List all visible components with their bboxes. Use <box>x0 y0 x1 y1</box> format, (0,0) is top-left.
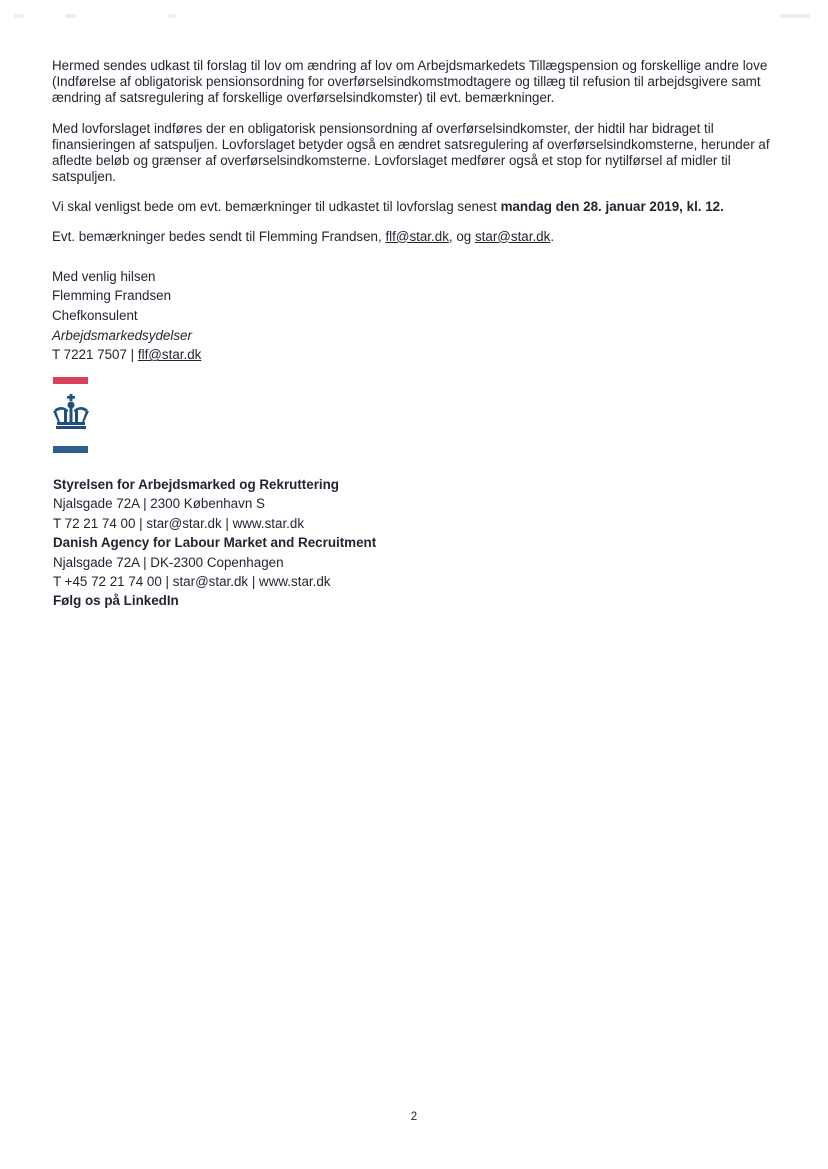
summary-paragraph: Med lovforslaget indføres der en obligatorisk pensionsordning af overførselsindkomster, der hidtil har bidraget til finansieringen af satspuljen. Lovforslaget betyder også en ændret satsregulering af overførselsindkomsterne, herunder af afledte beløb og grænser af overførselsindkomsterne. Lovforslaget medfører også et stop for nytilførsel af midler til satspuljen. <box>52 120 770 185</box>
agency-address-danish: Njalsgade 72A | 2300 København S <box>53 496 265 512</box>
red-stripe <box>53 377 88 384</box>
signature-email-link[interactable]: flf@star.dk <box>137 347 202 363</box>
agency-name-english: Danish Agency for Labour Market and Recruitment <box>53 535 377 551</box>
blue-stripe <box>53 446 88 453</box>
contact-text: Evt. bemærkninger bedes sendt til Flemming Frandsen, <box>52 228 386 244</box>
agency-contact-english: T +45 72 21 74 00 | star@star.dk | www.star.dk <box>53 574 331 590</box>
signature-block <box>52 267 780 365</box>
agency-footer <box>53 475 553 611</box>
scan-artifact <box>66 14 76 18</box>
signature-greeting: Med venlig hilsen <box>52 268 156 284</box>
signature-phone <box>52 345 780 365</box>
intro-paragraph: Hermed sendes udkast til forslag til lov om ændring af lov om Arbejdsmarkedets Tillægspension og forskellige andre love (Indførelse af obligatorisk pensionsordning for overførselsindkomstmodtagere og tillæg til refusion til arbejdsgivere samt ændring af satsregulering af forskellige overførselsindkomster) til evt. bemærkninger. <box>52 58 768 106</box>
agency-name-danish: Styrelsen for Arbejdsmarked og Rekruttering <box>53 477 339 492</box>
email-link-star[interactable]: star@star.dk <box>474 228 551 244</box>
scan-artifact <box>780 14 810 18</box>
signature-title: Chefkonsulent <box>52 308 138 324</box>
deadline-paragraph <box>52 199 780 215</box>
deadline-date: mandag den 28. januar 2019, kl. 12. <box>500 199 724 215</box>
scan-artifact <box>168 14 176 18</box>
letter-body <box>52 58 780 365</box>
contact-paragraph <box>52 229 780 245</box>
signature-name: Flemming Frandsen <box>52 288 172 304</box>
agency-address-english: Njalsgade 72A | DK-2300 Copenhagen <box>53 554 284 570</box>
contact-separator: , og <box>448 228 475 244</box>
agency-contact-danish: T 72 21 74 00 | star@star.dk | www.star.dk <box>53 515 305 531</box>
royal-crown-icon <box>52 394 90 430</box>
signature-phone-text: T 7221 7507 | <box>52 347 138 363</box>
linkedin-link[interactable]: Følg os på LinkedIn <box>53 593 179 609</box>
contact-end: . <box>550 228 555 244</box>
page-number: 2 <box>410 1111 418 1123</box>
scan-artifact <box>14 14 24 18</box>
deadline-text: Vi skal venligst bede om evt. bemærkninger til udkastet til lovforslag senest <box>52 199 501 215</box>
email-link-flf[interactable]: flf@star.dk <box>385 228 449 244</box>
signature-department: Arbejdsmarkedsydelser <box>52 327 192 343</box>
